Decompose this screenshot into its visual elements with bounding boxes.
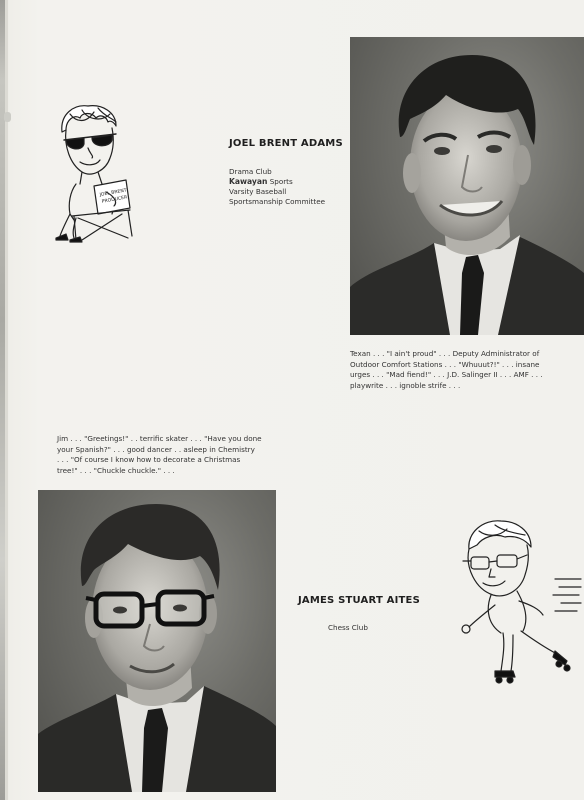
- paper-mark: [4, 112, 11, 122]
- portrait-photo: [350, 37, 584, 335]
- portrait-photo: [38, 490, 276, 792]
- activity-item: Drama Club: [229, 167, 272, 176]
- activity-item: Sportsmanship Committee: [229, 197, 326, 206]
- quote-line: urges . . . "Mad fiend!" . . . J.D. Salinger II . . . AMF . . .: [350, 370, 543, 379]
- chair-text-name: JOEL BRENT: [99, 188, 128, 199]
- activity-list: [328, 623, 368, 633]
- personal-quote: [57, 434, 262, 476]
- activity-item: Varsity Baseball: [229, 187, 287, 196]
- quote-line: tree!" . . . "Chuckle chuckle." . . .: [57, 465, 175, 475]
- roller-skater-caricature-icon: [455, 515, 583, 687]
- quote-line: Texan . . . "I ain't proud" . . . Deputy Administrator of: [350, 349, 540, 358]
- student-name: JOEL BRENT ADAMS: [229, 138, 343, 149]
- chair-text-title: PRODUCER: [101, 195, 128, 205]
- activity-item: Chess Club: [328, 623, 368, 632]
- quote-line: Jim . . . "Greetings!" . . terrific skater . . . "Have you done: [57, 434, 262, 443]
- activity-item: Kawayan Sports: [229, 177, 293, 186]
- activity-list: [229, 167, 325, 207]
- quote-line: Outdoor Comfort Stations . . . "Whuuut?!" . . . insane: [350, 359, 540, 369]
- personal-quote: [350, 349, 543, 391]
- student-name: JAMES STUART AITES: [298, 595, 420, 606]
- quote-line: playwrite . . . ignoble strife . . .: [350, 380, 461, 390]
- quote-line: your Spanish?" . . . good dancer . . asleep in Chemistry: [57, 444, 255, 454]
- quote-line: . . . "Of course I know how to decorate a Christmas: [57, 455, 241, 464]
- director-chair-caricature-icon: [52, 100, 144, 250]
